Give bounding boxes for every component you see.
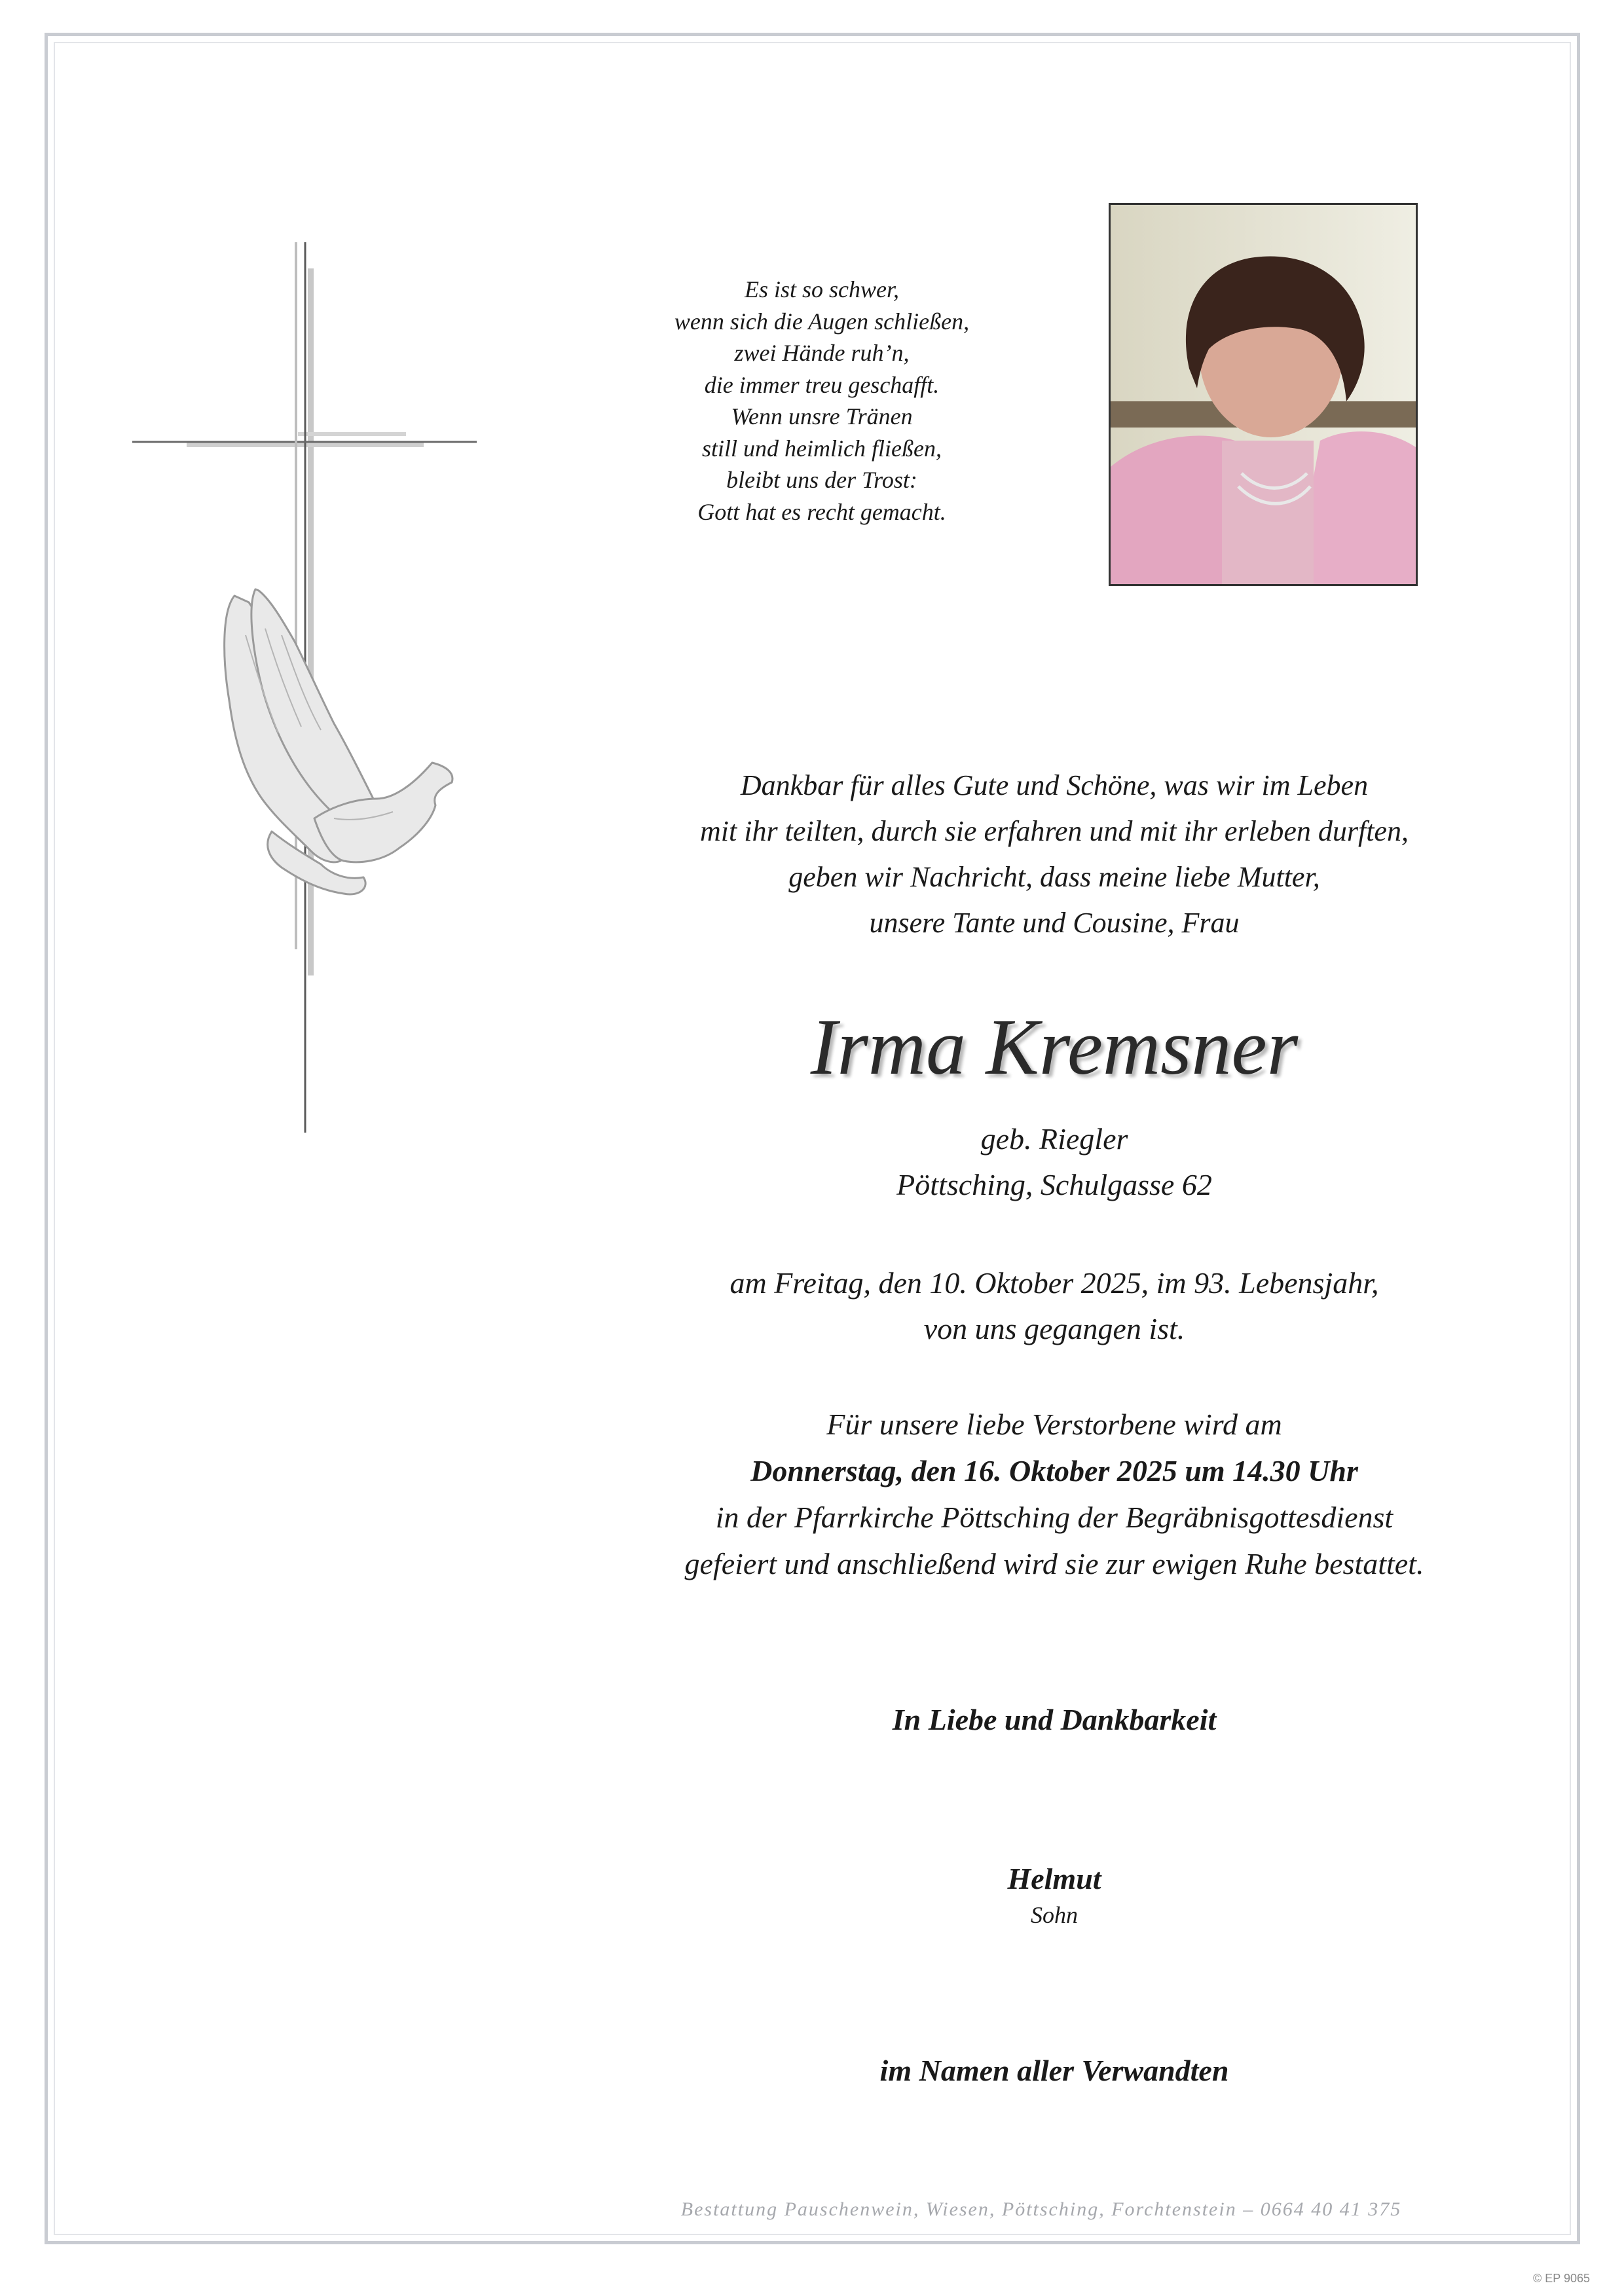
verse-line: Gott hat es recht gemacht. — [697, 498, 946, 525]
address: Pöttsching, Schulgasse 62 — [896, 1168, 1212, 1201]
funeral-date: Donnerstag, den 16. Oktober 2025 um 14.30 Uhr — [750, 1454, 1358, 1487]
intro-line: unsere Tante und Cousine, Frau — [869, 907, 1240, 939]
verse-line: die immer treu geschafft. — [704, 371, 940, 398]
verse-line: wenn sich die Augen schließen, — [674, 308, 970, 335]
closing-phrase: In Liebe und Dankbarkeit — [892, 1703, 1217, 1736]
portrait-photo — [1109, 203, 1418, 586]
verse-line: still und heimlich fließen, — [702, 435, 942, 462]
signer-relation: Sohn — [1031, 1902, 1078, 1928]
family-line: im Namen aller Verwandten — [879, 2054, 1229, 2087]
signer — [576, 1859, 1532, 1931]
intro-line: geben wir Nachricht, dass meine liebe Mutter, — [788, 861, 1320, 893]
death-line: von uns gegangen ist. — [923, 1312, 1185, 1345]
praying-hands-icon — [225, 589, 452, 894]
memorial-verse — [576, 274, 1067, 528]
birth-name: geb. Riegler — [980, 1122, 1128, 1156]
funeral-line: Für unsere liebe Verstorbene wird am — [826, 1408, 1282, 1441]
signer-name: Helmut — [1007, 1862, 1101, 1895]
cross-icon — [124, 242, 491, 1133]
verse-line: Wenn unsre Tränen — [731, 403, 913, 429]
death-line: am Freitag, den 10. Oktober 2025, im 93. Lebensjahr, — [729, 1266, 1379, 1300]
death-notice — [576, 1260, 1532, 1352]
form-code: © EP 9065 — [1533, 2272, 1590, 2285]
funeral-info — [576, 1401, 1532, 1587]
verse-line: bleibt uns der Trost: — [726, 467, 917, 493]
intro-line: mit ihr teilten, durch sie erfahren und mit ihr erleben durften, — [700, 815, 1409, 847]
deceased-name: Irma Kremsner — [810, 1003, 1299, 1091]
funeral-home-footer: Bestattung Pauschenwein, Wiesen, Pöttsching, Forchtenstein – 0664 40 41 375 — [680, 2198, 1402, 2220]
verse-line: Es ist so schwer, — [744, 276, 900, 302]
funeral-line: in der Pfarrkirche Pöttsching der Begräbnisgottesdienst — [715, 1501, 1393, 1534]
deceased-details — [576, 1116, 1532, 1208]
funeral-line: gefeiert und anschließend wird sie zur ewigen Ruhe bestattet. — [684, 1547, 1424, 1580]
verse-line: zwei Hände ruh’n, — [734, 340, 910, 366]
intro-line: Dankbar für alles Gute und Schöne, was wir im Leben — [740, 769, 1369, 801]
announcement-intro — [576, 763, 1532, 946]
